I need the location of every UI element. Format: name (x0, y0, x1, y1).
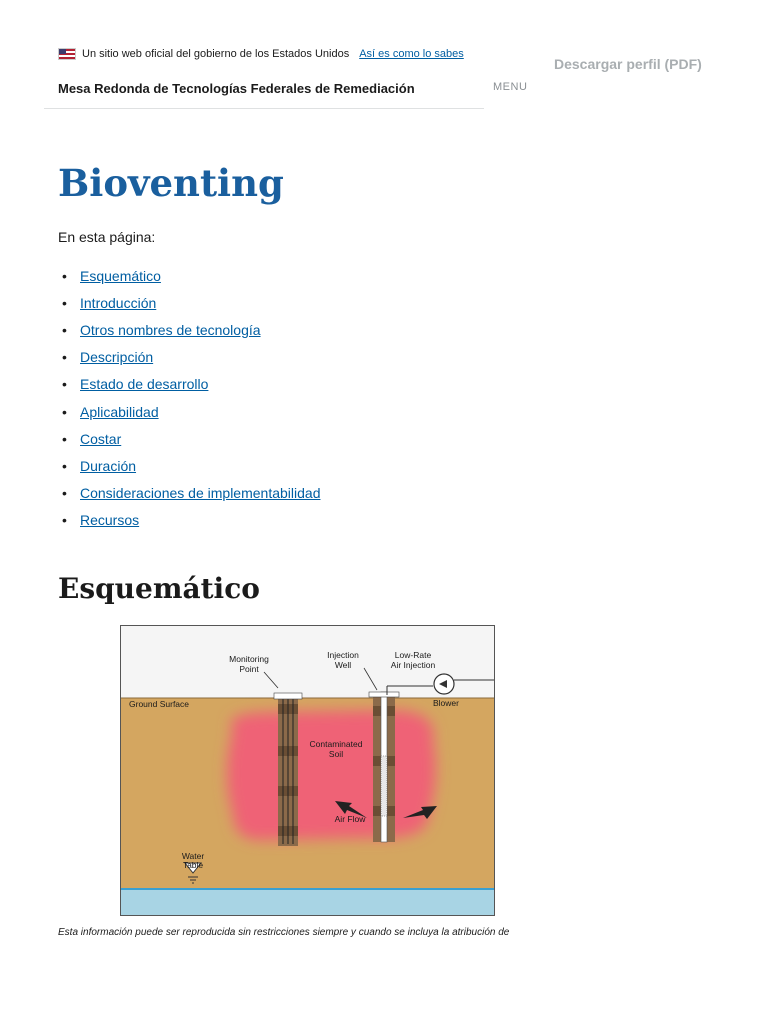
label-blower: Blower (433, 698, 459, 708)
toc-item (58, 344, 320, 371)
toc-item (58, 262, 320, 289)
toc-item (58, 316, 320, 343)
section-title-esquematico: Esquemático (58, 572, 260, 605)
water (121, 889, 494, 915)
toc-item (58, 425, 320, 452)
toc-link-esquematico[interactable]: • Esquemático (80, 267, 161, 284)
toc-link-estado[interactable]: • Estado de desarrollo (80, 376, 209, 393)
toc-item (58, 452, 320, 479)
toc-link-otros-nombres[interactable]: • Otros nombres de tecnología (80, 321, 261, 338)
download-pdf-link[interactable]: Descargar perfil (PDF) (554, 56, 702, 72)
on-this-page-label: En esta página: (58, 229, 156, 245)
site-title[interactable]: Mesa Redonda de Tecnologías Federales de Remediación (58, 81, 415, 96)
toc-item (58, 289, 320, 316)
toc-link-aplicabilidad[interactable]: • Aplicabilidad (80, 403, 159, 420)
page-title: Bioventing (58, 161, 284, 205)
label-water: Water (181, 851, 205, 861)
table-of-contents (58, 262, 320, 534)
label-monitoring: Monitoring (229, 654, 269, 664)
toc-item (58, 507, 320, 534)
label-soil: Soil (328, 749, 344, 759)
toc-item (58, 371, 320, 398)
toc-link-descripcion[interactable]: • Descripción (80, 349, 154, 366)
label-air-injection: Air Injection (390, 660, 436, 670)
label-well: Well (334, 660, 352, 670)
monitoring-point-well (274, 693, 302, 846)
toc-link-recursos[interactable]: • Recursos (80, 512, 140, 529)
menu-button[interactable]: MENU (493, 81, 528, 93)
toc-item (58, 480, 320, 507)
toc-item (58, 398, 320, 425)
label-table: Table (182, 860, 204, 870)
us-flag-icon (58, 48, 76, 60)
toc-link-introduccion[interactable]: • Introducción (80, 294, 157, 311)
label-point: Point (239, 664, 259, 674)
label-ground-surface: Ground Surface (129, 699, 190, 709)
label-air-flow: Air Flow (334, 814, 366, 824)
toc-link-duracion[interactable]: • Duración (80, 457, 137, 474)
image-caption: Esta información puede ser reproducida sin restricciones siempre y cuando se incluya la atribución de (58, 927, 510, 938)
bioventing-schematic (120, 625, 495, 916)
label-contaminated: Contaminated (309, 739, 363, 749)
label-injection: Injection (327, 650, 359, 660)
header-divider (44, 108, 484, 109)
official-site-banner (58, 48, 464, 60)
label-low-rate: Low-Rate (394, 650, 432, 660)
injection-well (369, 692, 399, 842)
banner-text: Un sitio web oficial del gobierno de los Estados Unidos (82, 48, 350, 60)
contaminated-soil-plume (227, 710, 436, 840)
toc-link-consideraciones[interactable]: • Consideraciones de implementabilidad (80, 485, 321, 502)
toc-link-costar[interactable]: • Costar (80, 430, 122, 447)
how-you-know-link[interactable]: Así es como lo sabes (359, 48, 464, 60)
